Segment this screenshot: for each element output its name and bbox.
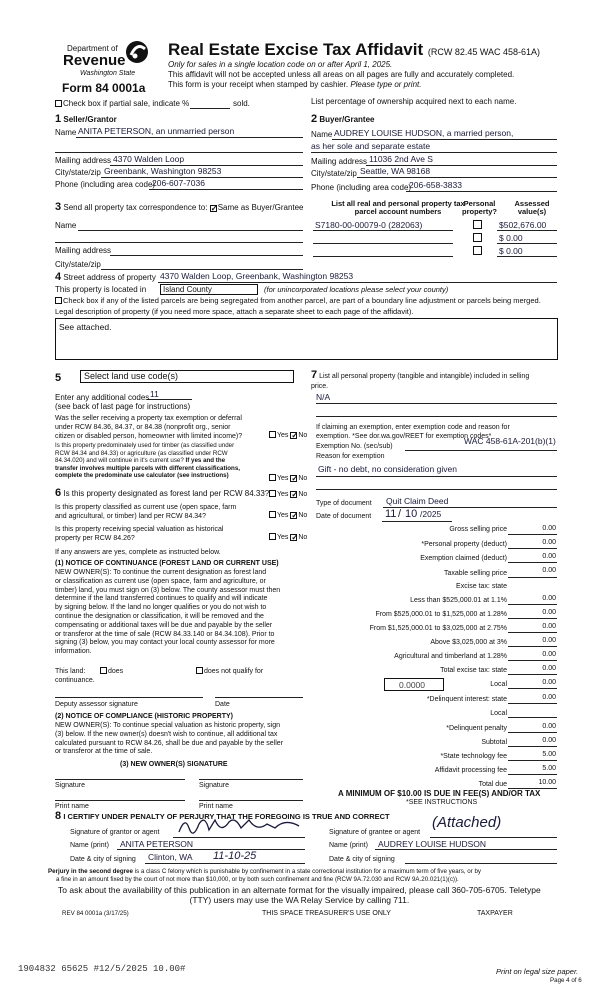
perjury-note: Perjury in the second degree is a class C felony which is punishable by confinement in a state correctional institution for a maximum term of five years, or by a fine in an amount fixed by the court of not more than $10,000, or by both such confinement and fine (RCW 9A.72.030 and RCW 9A.20.021(1)(c)).	[48, 868, 481, 883]
personal-property-checkbox[interactable]	[473, 220, 482, 229]
parcel-value[interactable]: $ 0.00	[499, 246, 523, 256]
parcel-value[interactable]: $ 0.00	[499, 233, 523, 243]
tax-row-label: *State technology fee	[440, 753, 507, 760]
grantor-city[interactable]: Clinton, WA	[148, 852, 193, 862]
parcel-col2-header: Personal property?	[461, 199, 497, 216]
personal-property-value[interactable]: N/A	[316, 392, 331, 402]
personal-property-checkbox[interactable]	[473, 246, 482, 255]
tax-row-value[interactable]: 0.00	[542, 651, 556, 658]
tax-row-label: From $1,525,000.01 to $3,025,000 at 2.75%	[369, 625, 507, 632]
continuance-heading: (1) NOTICE OF CONTINUANCE (FOREST LAND OR CURRENT USE)	[55, 560, 279, 567]
cashier-stamp: 1904832 65625 #12/5/2025 10.00#	[18, 964, 186, 974]
doc-type[interactable]: Quit Claim Deed	[386, 496, 449, 506]
owner-print-label-1: Print name	[55, 803, 89, 810]
owner-print-label-2: Print name	[199, 803, 233, 810]
section3-heading: 3 Send all property tax correspondence to: ✓ Same as Buyer/Grantee	[55, 202, 304, 214]
exemption-yes-checkbox[interactable]	[269, 431, 276, 438]
new-owner-signature-heading: (3) NEW OWNER(S) SIGNATURE	[120, 761, 228, 768]
tax-row-value[interactable]: 0.00	[542, 539, 556, 546]
tax-row-label: Agricultural and timberland at 1.28%	[394, 653, 507, 660]
buyer-city-label: City/state/zip	[311, 169, 357, 178]
tax-row-label: Above $3,025,000 at 3%	[430, 639, 507, 646]
additional-codes[interactable]: 11	[150, 389, 159, 399]
grantee-signature-attached[interactable]: (Attached)	[432, 814, 502, 831]
seller-address-label: Mailing address	[55, 156, 112, 165]
parcel-value[interactable]: $502,676.00	[499, 220, 547, 230]
grantor-print-name[interactable]: ANITA PETERSON	[120, 839, 194, 849]
personal-property-checkbox[interactable]	[473, 233, 482, 242]
legal-description-label: Legal description of property (if you need more space, attach a separate sheet to each page of the affidavit).	[55, 307, 414, 316]
tax-row-label: Local	[490, 710, 507, 717]
parcel-number[interactable]: S7180-00-00079-0 (282063)	[315, 220, 423, 230]
does-not-option: does not qualify for	[196, 667, 263, 675]
tax-row-label: Excise tax: state	[456, 583, 507, 590]
forest-no-checkbox[interactable]	[290, 491, 297, 498]
buyer-phone-label: Phone (including area code)	[311, 183, 412, 192]
grantee-print-name[interactable]: AUDREY LOUISE HUDSON	[378, 839, 487, 849]
street-label: 4 Street address of property	[55, 271, 156, 283]
see-back-note: (see back of last page for instructions)	[55, 402, 191, 411]
exemption-reason[interactable]: Gift - no debt, no consideration given	[318, 464, 457, 474]
pct-instruction: List percentage of ownership acquired next to each name.	[311, 97, 517, 106]
buyer-name-1[interactable]: AUDREY LOUISE HUDSON, a married person,	[334, 128, 514, 138]
does-not-qualify-checkbox[interactable]	[196, 667, 203, 674]
historic-question: Is this property receiving special valuation as historical property per RCW 84.26?	[55, 526, 224, 542]
this-land-label: This land: continuance.	[55, 668, 95, 684]
tax-row-label: Total excise tax: state	[440, 667, 507, 674]
timber-question: Is this property predominately used for timber (as classified under RCW 84.34 and 84.33) or agriculture (as classified under RCW 84.34.020) and will continue in it's current use? If yes and the transfer involves multiple parcels with different classifications, complete the predominate use calculator (see instructions)	[55, 442, 240, 480]
exemption-claim-note: If claiming an exemption, enter exemption code and reason for exemption. *See dor.wa.gov/REET for exemption codes*	[316, 424, 510, 440]
historic-no-checkbox[interactable]	[290, 534, 297, 541]
current-use-yes-no: Yes ✓ No	[269, 511, 307, 519]
continuance-body: NEW OWNER(S): To continue the current designation as forest land or classification as current use (open space, farm and agriculture, or timber) land, you must sign on (3) below. The county assessor must then determine if the land transferred continues to qualify and will indicate by signing below. If the land no longer qualifies or you do not wish to continue the designation or classification, it will be removed and the compensating or additional taxes will be due and payable by the seller or transferor at the time of sale (RCW 84.33.140 or 84.34.108). Prior to signing (3) below, you may contact your local county assessor for more information.	[55, 569, 281, 656]
tax-row-label: Gross selling price	[449, 526, 507, 533]
exemption-no[interactable]: WAC 458-61A-201(b)(1)	[464, 436, 556, 446]
local-rate-field[interactable]: 0.0000	[384, 678, 444, 691]
exemption-question: Was the seller receiving a property tax exemption or deferral under RCW 84.36, 84.37, or 84.38 (nonprofit org., senior citizen or disabled person, homeowner with limited income)?	[55, 415, 243, 440]
tax-row-label: From $525,000.01 to $1,525,000 at 1.28%	[375, 611, 507, 618]
sold-label: sold.	[233, 99, 250, 108]
section3-city-label: City/state/zip	[55, 260, 101, 269]
forest-yes-no: Yes ✓ No	[269, 490, 307, 498]
historic-yes-checkbox[interactable]	[269, 533, 276, 540]
legal-description-field[interactable]: See attached.	[55, 318, 558, 360]
seller-city[interactable]: Greenbank, Washington 98253	[104, 166, 222, 176]
partial-sale-checkbox[interactable]	[55, 100, 62, 107]
seller-city-label: City/state/zip	[55, 168, 101, 177]
grantor-signature[interactable]	[175, 812, 305, 838]
timber-no-checkbox[interactable]	[290, 475, 297, 482]
compliance-heading: (2) NOTICE OF COMPLIANCE (HISTORIC PROPERTY)	[55, 713, 233, 720]
county-select[interactable]: Island County	[160, 284, 258, 295]
forest-question: 6 Is this property designated as forest land per RCW 84.33?	[55, 487, 270, 499]
located-label: This property is located in	[55, 285, 147, 294]
seller-heading: 1 Seller/Grantor	[55, 113, 117, 125]
buyer-name-label: Name	[311, 130, 333, 139]
exemption-yes-no: Yes ✓ No	[269, 431, 307, 439]
alternate-format-note: To ask about the availability of this publication in an alternate format for the visually impaired, please call 360-705-6705. Teletype (TTY) users may use the WA Relay Service by calling 711.	[58, 885, 541, 905]
subtitle-1: Only for sales in a single location code on or after April 1, 2025.	[168, 60, 393, 69]
tax-row-value[interactable]: 0.00	[542, 623, 556, 630]
personal-property-label: 7 List all personal property (tangible and intangible) included in selling price.	[311, 369, 530, 390]
doc-date-day[interactable]: 10	[405, 508, 418, 520]
historic-yes-no: Yes ✓ No	[269, 533, 307, 541]
seller-phone[interactable]: 206-607-7036	[152, 178, 205, 188]
grantee-date-city-label: Date & city of signing	[329, 856, 395, 863]
doc-type-label: Type of document	[316, 500, 372, 507]
grantor-signature-label: Signature of grantor or agent	[70, 829, 160, 836]
tax-row-label: *Delinquent interest: state	[426, 696, 507, 703]
timber-yes-checkbox[interactable]	[269, 474, 276, 481]
seller-name[interactable]: ANITA PETERSON, an unmarried person	[78, 126, 235, 136]
tax-row-value[interactable]: 0.00	[542, 694, 556, 701]
dept-brand: Revenue	[63, 52, 126, 69]
deputy-signature-label: Deputy assessor signature	[55, 701, 138, 708]
deputy-date-label: Date	[215, 701, 230, 708]
doc-date-sep: /	[398, 508, 402, 520]
segregated-checkbox[interactable]	[55, 297, 62, 304]
tax-row-label: Affidavit processing fee	[434, 767, 507, 774]
dept-state: Washington State	[80, 70, 136, 77]
tax-row-value[interactable]: 0.00	[542, 679, 556, 686]
tax-row-label: Exemption claimed (deduct)	[420, 555, 507, 562]
tax-row-label: Less than $525,000.01 at 1.1%	[410, 597, 507, 604]
buyer-heading: 2 Buyer/Grantee	[311, 113, 375, 125]
buyer-city[interactable]: Seattle, WA 98168	[360, 166, 431, 176]
grantor-name-label: Name (print)	[70, 842, 109, 849]
owner-signature-label-2: Signature	[199, 782, 229, 789]
exemption-no-checkbox[interactable]	[290, 432, 297, 439]
tax-row-label: Total due	[478, 781, 507, 788]
tax-row-value[interactable]: 0.00	[542, 737, 556, 744]
partial-sale: Check box if partial sale, indicate %	[55, 100, 189, 108]
doc-date-year[interactable]: /2025	[420, 509, 442, 519]
reason-label: Reason for exemption	[316, 453, 385, 460]
compliance-body: NEW OWNER(S): To continue special valuation as historic property, sign (3) below. If the new owner(s) doesn't wish to continue, all additional tax calculated pursuant to RCW 84.26, shall be due and payable by the seller or transferor at the time of sale.	[55, 722, 284, 756]
minimum-due-note: A MINIMUM OF $10.00 IS DUE IN FEE(S) AND/OR TAX	[338, 789, 541, 798]
subtitle-3: This form is your receipt when stamped by cashier. Please type or print.	[168, 80, 422, 89]
seller-address[interactable]: 4370 Walden Loop	[113, 154, 185, 164]
tax-row-value[interactable]: 0.00	[542, 609, 556, 616]
timber-yes-no: Yes ✓ No	[269, 474, 307, 482]
treasurer-label: THIS SPACE TREASURER'S USE ONLY	[262, 910, 391, 917]
if-yes-note: If any answers are yes, complete as instructed below.	[55, 549, 221, 556]
section5-number: 5	[55, 372, 62, 384]
tax-row-label: *Personal property (deduct)	[421, 541, 507, 548]
subtitle-2: This affidavit will not be accepted unless all areas on all pages are fully and accurately completed.	[168, 70, 515, 79]
grantee-signature-label: Signature of grantee or agent	[329, 829, 421, 836]
tax-row-value[interactable]: 5.00	[542, 751, 556, 758]
buyer-address[interactable]: 11036 2nd Ave S	[369, 154, 433, 164]
section3-address-label: Mailing address	[55, 246, 112, 255]
grantor-date-city-label: Date & city of signing	[70, 856, 136, 863]
does-option: does	[100, 667, 123, 675]
taxpayer-label: TAXPAYER	[477, 910, 513, 917]
dept-line1: Department of	[67, 44, 118, 53]
exemption-no-label: Exemption No. (sec/sub)	[316, 443, 393, 450]
unincorporated-note: (for unincorporated locations please select your county)	[264, 285, 449, 294]
form-number: Form 84 0001a	[62, 81, 146, 95]
same-as-buyer-checkbox[interactable]	[210, 205, 217, 212]
revenue-logo-icon	[125, 40, 149, 64]
property-street[interactable]: 4370 Walden Loop, Greenbank, Washington 98253	[160, 271, 354, 281]
form-title: Real Estate Excise Tax Affidavit (RCW 82.45 WAC 458-61A)	[168, 40, 541, 59]
grantor-date[interactable]: 11-10-25	[213, 850, 257, 862]
doc-date-month[interactable]: 11	[385, 508, 397, 520]
parcel-col1-header: List all real and personal property tax parcel account numbers	[331, 199, 465, 216]
seller-phone-label: Phone (including area code)	[55, 180, 156, 189]
revision-label: REV 84 0001a (3/17/25)	[62, 910, 129, 917]
tax-row-value[interactable]: 0.00	[542, 665, 556, 672]
forest-yes-checkbox[interactable]	[269, 490, 276, 497]
buyer-address-label: Mailing address	[311, 157, 368, 166]
tax-row-label: Subtotal	[481, 739, 507, 746]
tax-row-label: Taxable selling price	[443, 570, 507, 577]
tax-row-value[interactable]: 10.00	[538, 779, 556, 786]
grantee-name-label: Name (print)	[329, 842, 368, 849]
tax-row-value[interactable]: 0.00	[542, 595, 556, 602]
tax-row-label: Local	[490, 681, 507, 688]
tax-row-value[interactable]: 0.00	[542, 723, 556, 730]
current-use-no-checkbox[interactable]	[290, 512, 297, 519]
page-number: Page 4 of 6	[550, 977, 582, 984]
tax-row-value[interactable]: 5.00	[542, 765, 556, 772]
buyer-phone[interactable]: 206-658-3833	[409, 180, 462, 190]
tax-row-value[interactable]: 0.00	[542, 567, 556, 574]
current-use-yes-checkbox[interactable]	[269, 511, 276, 518]
additional-codes-label: Enter any additional codes	[55, 393, 150, 402]
current-use-question: Is this property classified as current use (open space, farm and agricultural, or timber) land per RCW 84.34?	[55, 504, 237, 520]
buyer-name-2[interactable]: as her sole and separate estate	[311, 141, 431, 151]
tax-row-value[interactable]: 0.00	[542, 525, 556, 532]
doc-date-label: Date of document	[316, 513, 372, 520]
segregated-row: Check box if any of the listed parcels are being segregated from another parcel, are part of a boundary line adjustment or parcels being merged.	[55, 297, 541, 305]
tax-row-value[interactable]: 0.00	[542, 637, 556, 644]
legal-paper-note: Print on legal size paper.	[496, 967, 579, 976]
seller-name-label: Name	[55, 128, 77, 137]
tax-row-label: *Delinquent penalty	[446, 725, 507, 732]
does-qualify-checkbox[interactable]	[100, 667, 107, 674]
section3-name-label: Name	[55, 221, 77, 230]
owner-signature-label-1: Signature	[55, 782, 85, 789]
parcel-col3-header: Assessed value(s)	[514, 199, 550, 216]
tax-row-value[interactable]: 0.00	[542, 553, 556, 560]
see-instructions-note: *SEE INSTRUCTIONS	[406, 799, 478, 806]
certify-heading: 8 I CERTIFY UNDER PENALTY OF PERJURY THAT THE FOREGOING IS TRUE AND CORRECT	[55, 810, 390, 822]
land-use-select[interactable]: Select land use code(s)	[80, 370, 294, 383]
